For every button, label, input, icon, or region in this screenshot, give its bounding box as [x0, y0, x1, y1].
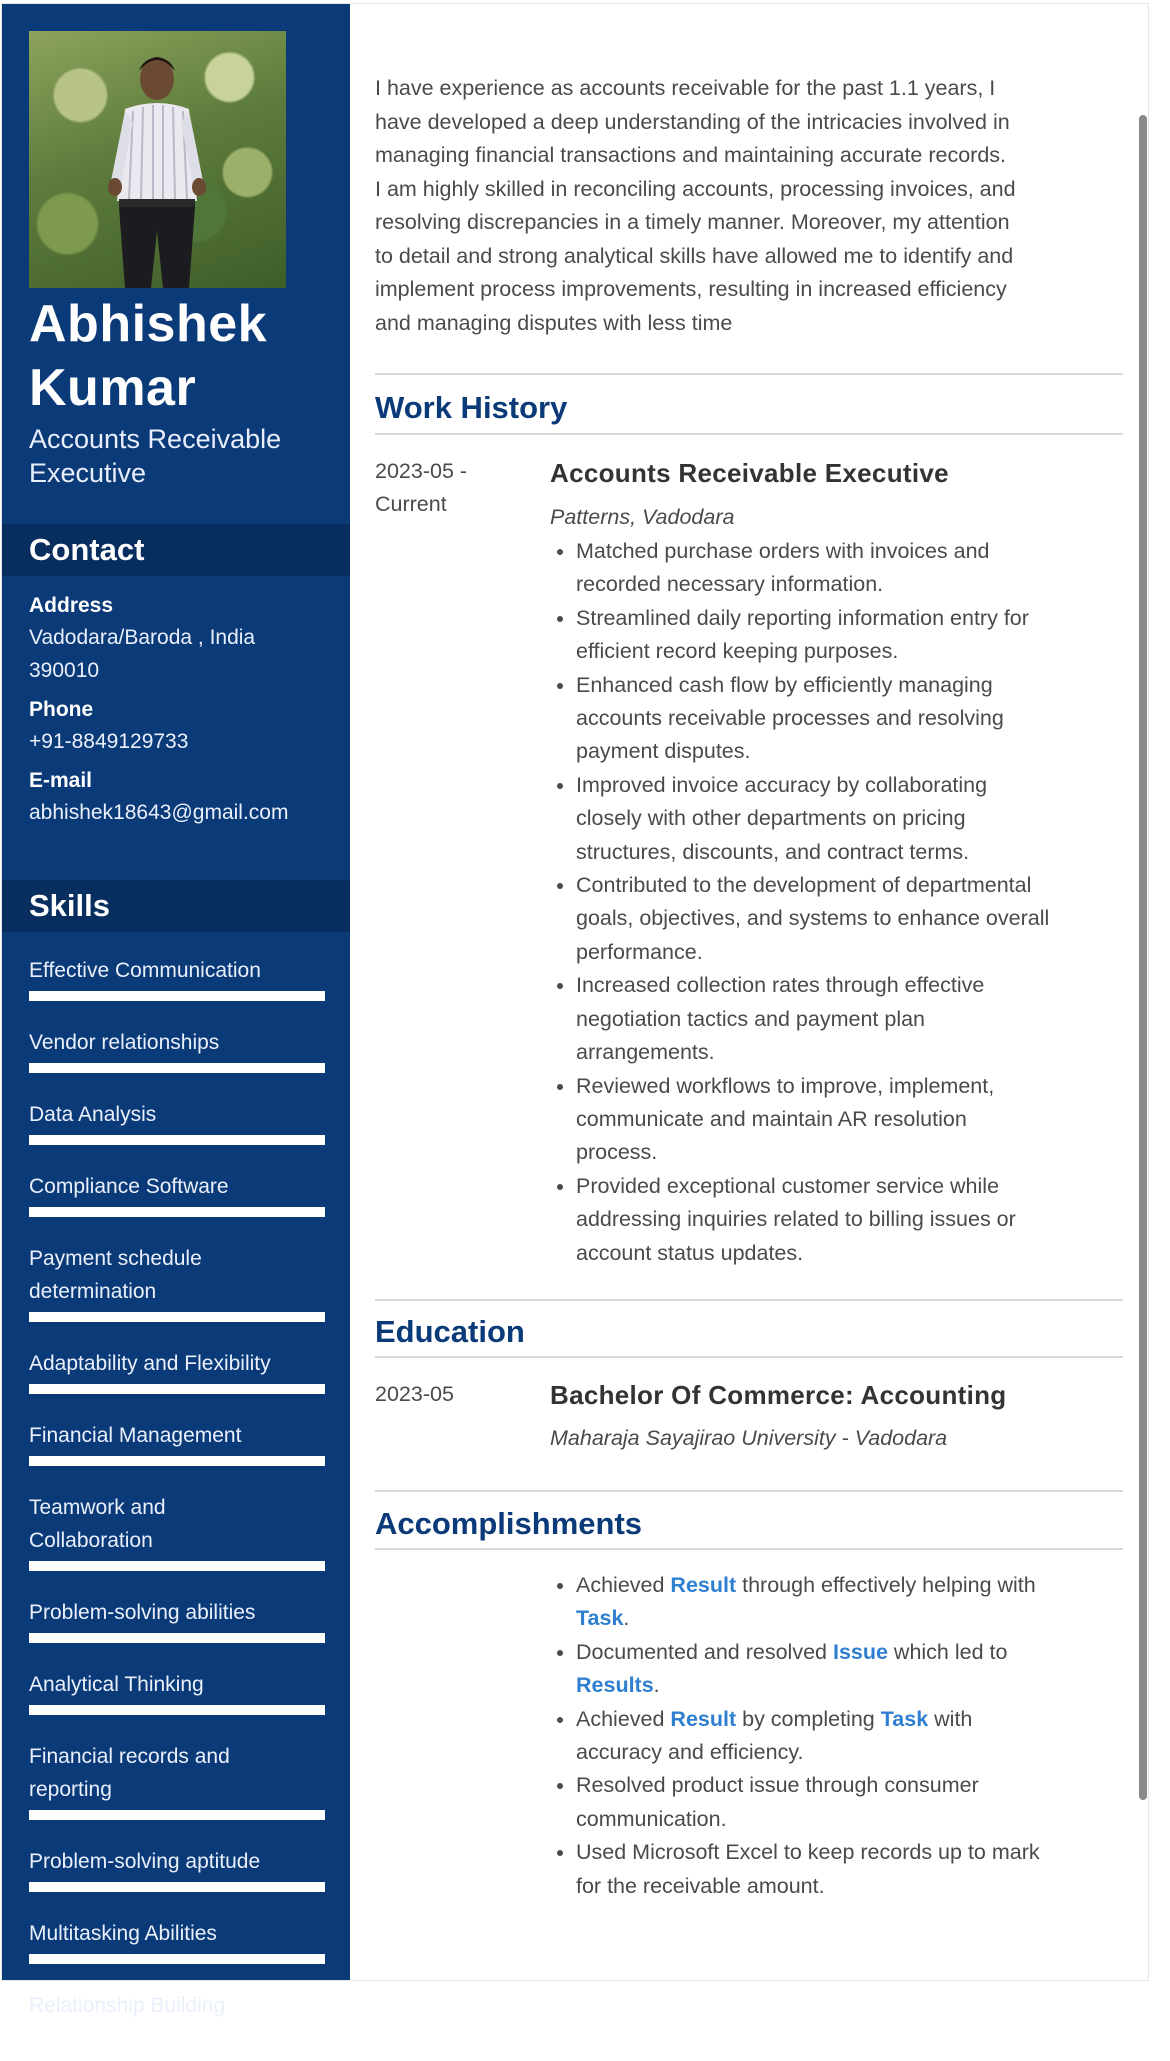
education-heading: Education — [375, 1314, 525, 1349]
skill-level-bar — [29, 1384, 325, 1394]
skill-label: Problem-solving aptitude — [29, 1850, 261, 1873]
skill-level-bar — [29, 1063, 325, 1073]
skill-label: Financial records and — [29, 1745, 230, 1768]
accomplishments-list — [550, 1569, 1156, 1903]
divider — [375, 373, 1123, 375]
summary-line: I have experience as accounts receivable for the past 1.1 years, I — [375, 76, 996, 100]
skill-level-bar — [29, 1207, 325, 1217]
accomplishment-text: by completing — [736, 1706, 881, 1731]
skill-label: reporting — [29, 1778, 112, 1801]
accomplishment-text: for the receivable amount. — [576, 1873, 825, 1898]
highlight-placeholder: Issue — [832, 1639, 888, 1664]
work-date-end: Current — [375, 492, 447, 516]
work-bullet-line: • Contributed to the development of departmental — [576, 873, 1032, 898]
skill-item — [29, 1845, 325, 1892]
skill-label: Multitasking Abilities — [29, 1922, 217, 1945]
work-bullet — [576, 769, 1156, 869]
accomplishment-text: Resolved product issue through consumer — [576, 1773, 979, 1798]
candidate-name — [29, 292, 329, 420]
skill-level-bar — [29, 1456, 325, 1466]
divider — [375, 433, 1123, 435]
skill-label: determination — [29, 1280, 157, 1303]
divider — [375, 1299, 1123, 1301]
job-headline — [29, 422, 329, 490]
work-bullet — [576, 1170, 1156, 1270]
work-bullet-line: accounts receivable processes and resolving — [576, 706, 1004, 731]
work-company: Patterns, Vadodara — [550, 505, 735, 529]
work-bullet-line: communicate and maintain AR resolution — [576, 1106, 967, 1131]
sidebar — [2, 4, 350, 2017]
work-bullet-line: • Enhanced cash flow by efficiently managing — [576, 672, 993, 697]
work-bullet-line: process. — [576, 1140, 658, 1165]
summary-line: implement process improvements, resulting in increased efficiency — [375, 277, 1007, 301]
address-line-2: 390010 — [29, 659, 100, 682]
skill-item — [29, 954, 325, 1001]
summary-line: and managing disputes with less time — [375, 310, 733, 335]
skills-heading: Skills — [2, 880, 350, 932]
work-bullet-line: • Reviewed workflows to improve, implement, — [576, 1073, 995, 1098]
education-school: Maharaja Sayajirao University - Vadodara — [550, 1426, 948, 1450]
email-label: E-mail — [29, 769, 93, 792]
scrollbar[interactable] — [1139, 115, 1147, 1800]
summary-line: resolving discrepancies in a timely manner. Moreover, my attention — [375, 210, 1010, 234]
skill-label: Financial Management — [29, 1424, 242, 1447]
address-label: Address — [29, 594, 114, 617]
accomplishment-text: accuracy and efficiency. — [576, 1740, 804, 1765]
skill-item — [29, 1491, 325, 1571]
accomplishment-item — [576, 1569, 1156, 1636]
work-bullet-line: payment disputes. — [576, 739, 751, 764]
highlight-placeholder: Results — [576, 1673, 654, 1698]
divider — [375, 1548, 1123, 1550]
contact-details — [29, 591, 329, 829]
skill-label: Adaptability and Flexibility — [29, 1352, 271, 1375]
work-bullet-line: • Increased collection rates through effective — [576, 973, 985, 998]
accomplishment-text: Used Microsoft Excel to keep records up to mark — [576, 1840, 1040, 1865]
skills-list — [29, 954, 325, 2061]
accomplishment-item — [576, 1769, 1156, 1836]
accomplishment-item — [576, 1703, 1156, 1770]
skill-level-bar — [29, 1954, 325, 1964]
work-bullet — [576, 969, 1156, 1069]
work-bullet-line: • Provided exceptional customer service while — [576, 1173, 1000, 1198]
work-bullet-line: goals, objectives, and systems to enhance overall — [576, 906, 1050, 931]
work-date — [375, 455, 535, 521]
skill-level-bar — [29, 1633, 325, 1643]
accomplishment-text: . — [623, 1606, 630, 1631]
skill-label: Vendor relationships — [29, 1031, 220, 1054]
work-bullet-line: addressing inquiries related to billing issues or — [576, 1207, 1016, 1232]
skill-item — [29, 1419, 325, 1466]
skill-item — [29, 1026, 325, 1073]
work-bullet-line: structures, discounts, and contract terms. — [576, 839, 970, 864]
accomplishment-item — [576, 1836, 1156, 1903]
accomplishment-text: Achieved — [576, 1706, 671, 1731]
highlight-placeholder: Task — [576, 1606, 624, 1631]
work-bullet — [576, 869, 1156, 969]
skill-label: Teamwork and — [29, 1496, 166, 1519]
skill-level-bar — [29, 991, 325, 1001]
first-name: Abhishek — [29, 295, 268, 353]
work-bullet — [576, 535, 1156, 602]
skill-item — [29, 1668, 325, 1715]
work-bullet-line: closely with other departments on pricing — [576, 806, 966, 831]
address-line-1: Vadodara/Baroda , India — [29, 626, 256, 649]
skill-label: Compliance Software — [29, 1175, 229, 1198]
divider — [375, 1490, 1123, 1492]
skill-item — [29, 1989, 325, 2036]
education-degree: Bachelor Of Commerce: Accounting — [550, 1380, 1007, 1410]
work-bullet-line: • Improved invoice accuracy by collaborating — [576, 772, 988, 797]
highlight-placeholder: Result — [670, 1706, 737, 1731]
skill-item — [29, 1242, 325, 1322]
work-bullet-line: • Streamlined daily reporting information entry for — [576, 605, 1029, 630]
skill-item — [29, 1917, 325, 1964]
skill-item — [29, 1170, 325, 1217]
work-bullet-list — [550, 535, 1156, 1270]
profile-photo — [29, 31, 286, 288]
headline-line-1: Accounts Receivable — [29, 424, 282, 454]
skill-label: Problem-solving abilities — [29, 1601, 256, 1624]
headline-line-2: Executive — [29, 458, 147, 488]
skill-label: Analytical Thinking — [29, 1673, 204, 1696]
accomplishment-text: Documented and resolved — [576, 1639, 833, 1664]
resume-page — [1, 3, 1149, 2017]
work-bullet-line: • Matched purchase orders with invoices and — [576, 539, 990, 563]
skill-level-bar — [29, 1561, 325, 1571]
work-bullet-line: recorded necessary information. — [576, 572, 884, 597]
accomplishment-text: Achieved — [576, 1573, 671, 1597]
skill-label: Effective Communication — [29, 959, 261, 982]
skill-level-bar — [29, 1810, 325, 1820]
last-name: Kumar — [29, 359, 197, 417]
skill-item — [29, 1098, 325, 1145]
skill-label: Collaboration — [29, 1529, 153, 1552]
accomplishment-item — [576, 1636, 1156, 1703]
skill-item — [29, 1596, 325, 1643]
work-bullet — [576, 669, 1156, 769]
summary-line: have developed a deep understanding of the intricacies involved in — [375, 109, 1010, 134]
skill-label: Relationship Building — [29, 1994, 226, 2017]
accomplishment-text: with — [928, 1706, 973, 1731]
accomplishment-text: communication. — [576, 1806, 727, 1831]
summary-line: to detail and strong analytical skills have allowed me to identify and — [375, 243, 1014, 268]
summary-line: I am highly skilled in reconciling accounts, processing invoices, and — [375, 176, 1016, 201]
accomplishments-heading: Accomplishments — [375, 1506, 643, 1541]
work-job-title: Accounts Receivable Executive — [550, 458, 949, 488]
work-bullet-line: performance. — [576, 939, 703, 964]
accomplishment-text: through effectively helping with — [736, 1573, 1036, 1597]
skill-level-bar — [29, 1882, 325, 1892]
work-bullet — [576, 602, 1156, 669]
work-bullet-line: arrangements. — [576, 1040, 715, 1065]
phone-value[interactable]: +91-8849129733 — [29, 730, 189, 753]
skill-label: Data Analysis — [29, 1103, 157, 1126]
accomplishment-text: . — [653, 1673, 660, 1698]
skill-label: Payment schedule — [29, 1247, 202, 1270]
accomplishment-text: which led to — [887, 1639, 1008, 1664]
highlight-placeholder: Result — [670, 1573, 737, 1597]
work-bullet — [576, 1070, 1156, 1170]
skill-level-bar — [29, 1135, 325, 1145]
divider — [375, 1356, 1123, 1358]
main-content — [375, 4, 1123, 1980]
skill-level-bar — [29, 1312, 325, 1322]
highlight-placeholder: Task — [880, 1706, 929, 1731]
skill-item — [29, 1347, 325, 1394]
work-bullet-line: efficient record keeping purposes. — [576, 639, 899, 664]
professional-summary — [375, 72, 1125, 340]
work-date-start: 2023-05 - — [375, 459, 468, 483]
contact-heading: Contact — [2, 524, 350, 576]
work-bullet-line: account status updates. — [576, 1240, 804, 1265]
skill-level-bar — [29, 1705, 325, 1715]
phone-label: Phone — [29, 698, 94, 721]
work-bullet-line: negotiation tactics and payment plan — [576, 1006, 926, 1031]
education-date: 2023-05 — [375, 1382, 454, 1406]
work-history-heading: Work History — [375, 390, 568, 425]
skill-level-bar — [29, 2026, 325, 2036]
email-value[interactable]: abhishek18643@gmail.com — [29, 801, 289, 824]
skill-item — [29, 1740, 325, 1820]
summary-line: managing financial transactions and maintaining accurate records. — [375, 143, 1007, 167]
